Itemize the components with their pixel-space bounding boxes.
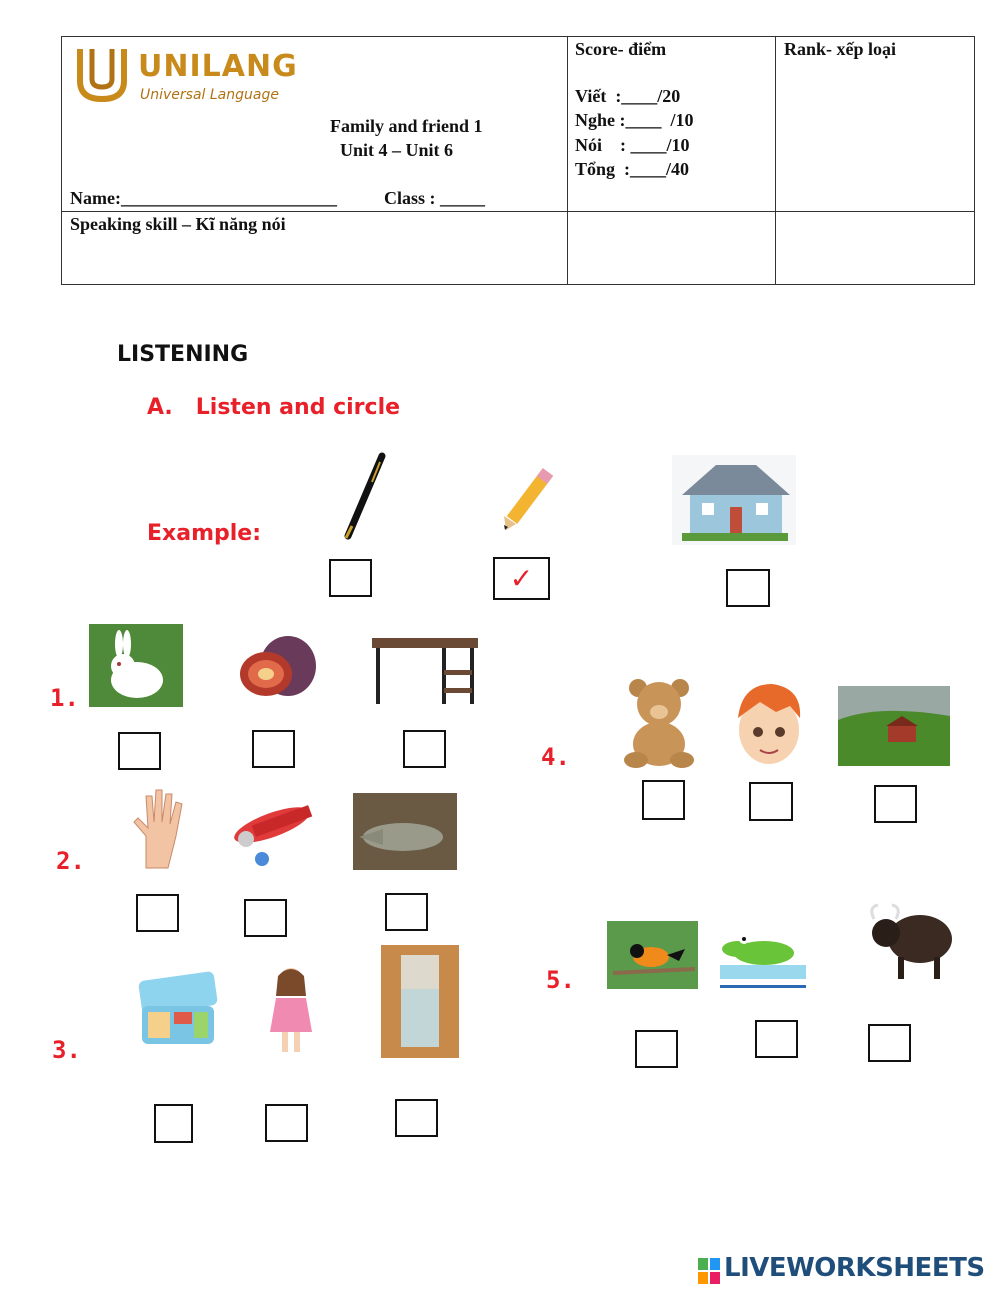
farm-icon <box>838 686 950 770</box>
item-number-4: 4. <box>541 743 570 771</box>
lunchbox-icon <box>134 966 222 1052</box>
fig-icon <box>236 628 318 704</box>
answer-box-3c[interactable] <box>395 1099 438 1137</box>
answer-box-5c[interactable] <box>868 1024 911 1062</box>
airplane-icon <box>222 781 322 875</box>
unilang-logo-icon <box>74 45 130 103</box>
score-speaking: Nói : ____/10 <box>575 135 690 155</box>
header-table <box>61 36 975 285</box>
divider <box>775 37 776 284</box>
item-number-1: 1. <box>50 684 79 712</box>
hand-icon <box>128 786 186 874</box>
score-total: Tổng :____/40 <box>575 159 690 179</box>
speaking-skill-label: Speaking skill – Kĩ năng nói <box>70 214 286 234</box>
divider <box>567 37 568 284</box>
answer-box-5b[interactable] <box>755 1020 798 1058</box>
item-number-2: 2. <box>56 847 85 875</box>
name-field[interactable]: Name:________________________ <box>70 188 337 208</box>
boy-face-icon <box>732 678 806 774</box>
answer-box-3b[interactable] <box>265 1104 308 1142</box>
example-answer-box-pen[interactable] <box>329 559 372 597</box>
item-number-3: 3. <box>52 1036 81 1064</box>
item-number-5: 5. <box>546 966 575 994</box>
teddy-bear-icon <box>616 676 702 772</box>
class-field[interactable]: Class : _____ <box>384 188 486 208</box>
answer-box-1a[interactable] <box>118 732 161 770</box>
logo-brand: UNILANG <box>138 49 298 84</box>
doll-icon <box>268 962 314 1062</box>
yak-icon <box>864 899 954 985</box>
pen-icon <box>340 452 390 544</box>
divider <box>62 211 974 212</box>
cartoon-crocodile-icon <box>720 917 806 993</box>
answer-box-3a[interactable] <box>154 1104 193 1143</box>
logo-tagline: Universal Language <box>140 87 279 103</box>
checkmark-icon: ✓ <box>509 562 534 595</box>
desk-icon <box>372 624 478 710</box>
rank-title: Rank- xếp loại <box>784 39 897 59</box>
liveworksheets-logo-icon <box>698 1258 720 1284</box>
answer-box-5a[interactable] <box>635 1030 678 1068</box>
example-answer-box-pencil[interactable] <box>493 557 550 600</box>
example-label: Example: <box>147 521 261 546</box>
score-listening: Nghe :____ /10 <box>575 110 694 130</box>
liveworksheets-brand: LIVEWORKSHEETS <box>724 1253 985 1283</box>
answer-box-2c[interactable] <box>385 893 428 931</box>
answer-box-4c[interactable] <box>874 785 917 823</box>
score-title: Score- điểm <box>575 39 667 59</box>
part-title: A. Listen and circle <box>147 395 401 420</box>
pencil-icon <box>500 466 556 536</box>
answer-box-4a[interactable] <box>642 780 685 820</box>
section-title: LISTENING <box>117 342 249 367</box>
answer-box-2b[interactable] <box>244 899 287 937</box>
answer-box-1b[interactable] <box>252 730 295 768</box>
water-glass-icon <box>381 945 459 1062</box>
answer-box-2a[interactable] <box>136 894 179 932</box>
crocodile-icon <box>353 793 457 874</box>
answer-box-1c[interactable] <box>403 730 446 768</box>
score-writing: Viết :____/20 <box>575 86 681 106</box>
book-title: Family and friend 1 <box>330 116 483 136</box>
units-range: Unit 4 – Unit 6 <box>340 140 454 160</box>
answer-box-4b[interactable] <box>749 782 793 821</box>
rabbit-icon <box>89 624 183 711</box>
example-answer-box-house[interactable] <box>726 569 770 607</box>
house-icon <box>672 455 796 549</box>
bird-icon <box>607 921 698 993</box>
